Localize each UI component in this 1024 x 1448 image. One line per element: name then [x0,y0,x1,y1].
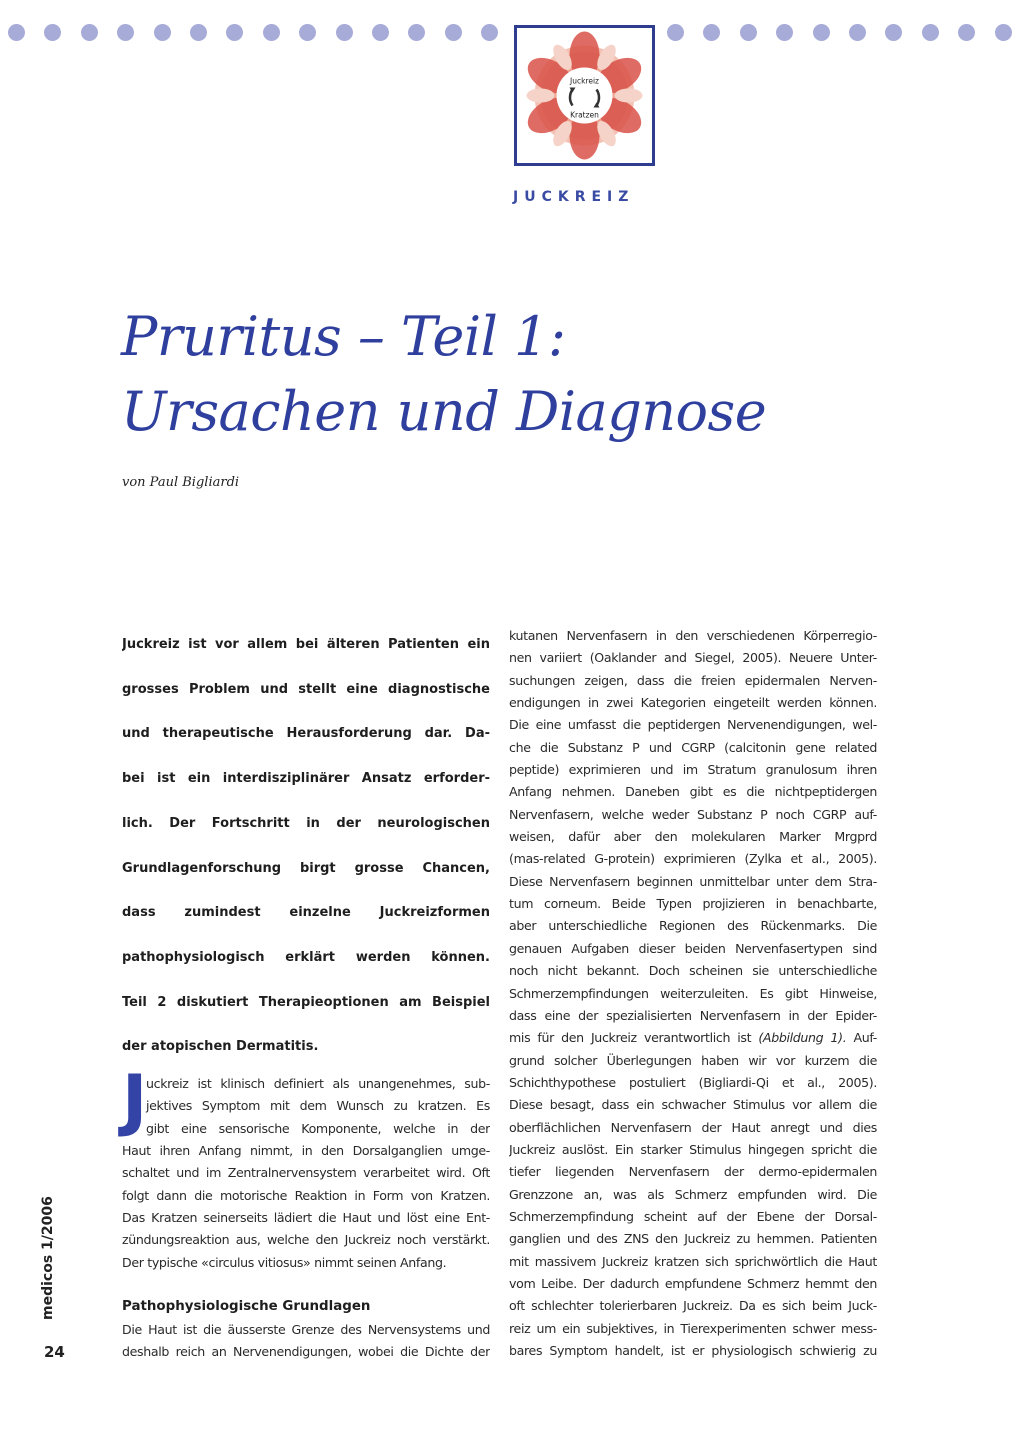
text-line: vom Leibe. Der dadurch empfundene Schmerz hemmt den [509,1275,877,1291]
text-line: oberflächlichen Nervenfasern der Haut anregt und dies [509,1119,877,1135]
decorative-dot [922,24,939,41]
text-line: reiz um ein subjektives, in Tierexperimenten schwer mess- [509,1320,877,1336]
text-line: Schmerzempfindungen weiterzuleiten. Es gibt Hinweise, [509,985,877,1001]
lead-line: bei ist ein interdisziplinärer Ansatz erforder- [122,771,490,787]
logo-bottom-label: Kratzen [570,110,599,120]
text-line: suchungen zeigen, dass die freien epidermalen Nerven- [509,672,877,688]
decorative-dot [776,24,793,41]
text-line: (mas-related G-protein) exprimieren (Zylka et al., 2005). [509,851,877,867]
text-line: Grenzzone an, was als Schmerz empfunden wird. Die [509,1186,877,1202]
text-line: che die Substanz P und CGRP (calcitonin gene related [509,739,877,755]
decorative-dot [263,24,280,41]
text-line: Anfang nehmen. Daneben gibt es die nichtpeptidergen [509,784,877,800]
title-line-1: Pruritus – Teil 1: [121,305,566,368]
lead-line: der atopischen Dermatitis. [122,1039,319,1055]
drop-cap: J [122,1061,148,1140]
text-line: grund solcher Überlegungen haben wir vor kurzem die [509,1052,877,1068]
decorative-dot [81,24,98,41]
decorative-dot [445,24,462,41]
decorative-dot-row [0,24,1024,42]
lead-line: pathophysiologisch erklärt werden können. [122,949,490,965]
lead-line: dass zumindest einzelne Juckreizformen [122,905,490,921]
decorative-dot [885,24,902,41]
text-line: Nervenfasern, welche weder Substanz P noch CGRP auf- [509,806,877,822]
text-line: kutanen Nervenfasern in den verschiedenen Körperregio- [509,628,877,643]
author-byline: von Paul Bigliardi [122,475,240,490]
text-line: mit massivem Juckreiz kratzen sich sprichwörtlich die Haut [509,1253,877,1269]
decorative-dot [336,24,353,41]
text-line: Haut ihren Anfang nimmt, in den Dorsalganglien umge- [122,1143,490,1159]
text-fragment: Auf- [846,1030,877,1046]
text-line: noch nicht bekannt. Doch scheinen sie unterschiedliche [509,963,877,979]
text-line: weisen, dafür aber den molekularen Marker Mrgprd [509,829,877,845]
text-line-with-figure-ref [509,1027,877,1049]
text-line: oft schlechter tolerierbaren Juckreiz. Da es sich beim Juck- [509,1298,877,1314]
decorative-dot [44,24,61,41]
text-line: Schmerzempfindung scheint auf der Ebene der Dorsal- [509,1208,877,1224]
text-line: Diese besagt, dass ein schwacher Stimulus vor allem die [509,1097,877,1113]
decorative-dot [481,24,498,41]
body-column-left [122,1073,490,1363]
decorative-dot [117,24,134,41]
decorative-dot [995,24,1012,41]
lead-line: Grundlagenforschung birgt grosse Chancen, [122,860,490,876]
text-line: ganglien und des ZNS den Juckreiz zu hemmen. Patienten [509,1231,877,1247]
text-line: tiefer liegenden Nervenfasern der dermo-epidermalen [509,1164,877,1180]
text-line: tum corneum. Beide Typen projizieren in benachbarte, [509,896,877,912]
text-line: uckreiz ist klinisch definiert als unangenehmes, sub- [146,1076,490,1091]
text-line: dass eine der spezialisierten Nervenfasern in der Epider- [509,1007,877,1023]
text-line: Juckreiz auslöst. Ein starker Stimulus hingegen spricht die [509,1141,877,1157]
decorative-dot [299,24,316,41]
decorative-dot [740,24,757,41]
text-line: Das Kratzen seinerseits lädiert die Haut und löst eine Ent- [122,1210,490,1226]
lead-line: und therapeutische Herausforderung dar. Da- [122,726,490,742]
figure-reference: (Abbildung 1). [758,1030,847,1046]
decorative-dot [190,24,207,41]
decorative-dot [8,24,25,41]
text-line: zündungsreaktion aus, welche den Juckreiz noch verstärkt. [122,1232,490,1248]
title-line-2: Ursachen und Diagnose [121,380,767,443]
body-column-right [509,625,877,1362]
text-line: schaltet und im Zentralnervensystem verarbeitet wird. Oft [122,1165,490,1181]
article-title [121,299,881,449]
text-line: Diese Nervenfasern beginnen unmittelbar unter dem Stra- [509,873,877,889]
journal-issue-label: medicos 1/2006 [40,1196,56,1320]
decorative-dot [849,24,866,41]
decorative-dot [372,24,389,41]
text-line: jektives Symptom mit dem Wunsch zu kratzen. Es [146,1098,490,1114]
text-line: nen variiert (Oaklander and Siegel, 2005). Neuere Unter- [509,650,877,666]
text-line: bares Symptom handelt, ist er physiologisch schwierig zu [509,1343,877,1358]
text-line: Die eine umfasst die peptidergen Nervenendigungen, wel- [509,717,877,733]
decorative-dot [813,24,830,41]
lead-line: Juckreiz ist vor allem bei älteren Patienten ein [122,637,490,652]
page-number: 24 [44,1343,65,1361]
text-line: gibt eine sensorische Komponente, welche in der [146,1120,490,1136]
text-line: genauen Aufgaben dieser beiden Nervenfasertypen sind [509,940,877,956]
hands-circle-icon [517,28,652,163]
decorative-dot [703,24,720,41]
decorative-dot [958,24,975,41]
section-label: JUCKREIZ [513,189,635,205]
text-line: Der typische «circulus vitiosus» nimmt seinen Anfang. [122,1254,447,1270]
text-line: folgt dann die motorische Reaktion in Form von Kratzen. [122,1187,490,1203]
decorative-dot [667,24,684,41]
text-line: peptide) exprimieren und im Stratum granulosum ihren [509,762,877,778]
logo-top-label: Juckreiz [570,76,599,86]
text-line: deshalb reich an Nervenendigungen, wobei die Dichte der [122,1344,490,1360]
lead-line: grosses Problem und stellt eine diagnostische [122,681,490,697]
text-line: Schichthypothese postuliert (Bigliardi-Qi et al., 2005). [509,1074,877,1090]
text-fragment: mis für den Juckreiz verantwortlich ist [509,1030,752,1046]
text-line: Die Haut ist die äusserste Grenze des Nervensystems und [122,1321,490,1337]
decorative-dot [408,24,425,41]
text-line: aber unterschiedliche Regionen des Rückenmarks. Die [509,918,877,934]
decorative-dot [154,24,171,41]
juckreiz-kratzen-logo [514,25,655,166]
lead-line: lich. Der Fortschritt in der neurologischen [122,815,490,831]
lead-paragraph [122,623,490,1070]
text-line: endigungen in zwei Kategorien eingeteilt werden können. [509,695,877,711]
lead-line: Teil 2 diskutiert Therapieoptionen am Beispiel [122,994,490,1010]
section-subheading: Pathophysiologische Grundlagen [122,1299,371,1315]
decorative-dot [226,24,243,41]
